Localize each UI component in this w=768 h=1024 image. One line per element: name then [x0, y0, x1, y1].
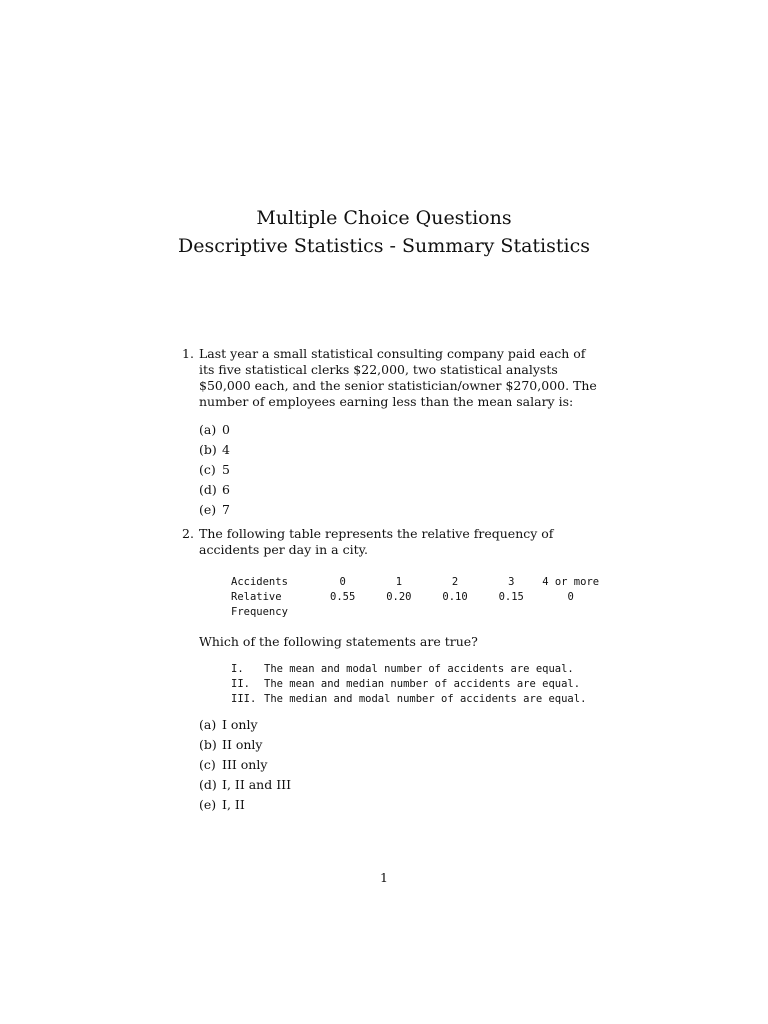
table-cell: 0.55 — [330, 591, 356, 603]
option-letter: (d) — [199, 482, 217, 497]
option-text: III only — [222, 757, 268, 772]
table-cell: 4 or more — [542, 576, 600, 588]
table-row — [231, 590, 602, 605]
frequency-table — [231, 575, 602, 620]
statement-number: II. — [231, 678, 250, 690]
answer-option — [199, 480, 602, 500]
table-cell: Accidents — [231, 576, 288, 588]
statement-list — [231, 662, 602, 707]
table-cell: 3 — [508, 576, 515, 588]
answer-option — [199, 420, 602, 440]
page-subtitle: Descriptive Statistics - Summary Statistics — [178, 235, 590, 257]
option-text: 7 — [222, 502, 230, 517]
statement — [231, 677, 602, 692]
answer-option — [199, 715, 602, 735]
question-prompt: Which of the following statements are true? — [199, 634, 478, 649]
option-text: 4 — [222, 442, 230, 457]
statement-text: The median and modal number of accidents are equal. — [264, 693, 587, 705]
option-text: I, II — [222, 797, 245, 812]
table-cell: 2 — [451, 576, 459, 588]
option-letter: (e) — [199, 502, 217, 517]
statement-text: The mean and modal number of accidents are equal. — [264, 663, 574, 675]
page-number: 1 — [380, 870, 388, 885]
option-text: 0 — [222, 422, 230, 437]
option-text: I only — [222, 717, 258, 732]
answer-option — [199, 460, 602, 480]
table-row — [231, 605, 602, 620]
option-letter: (e) — [199, 797, 217, 812]
answer-option — [199, 440, 602, 460]
question-text: The following table represents the relative frequency of accidents per day in a city. — [199, 526, 554, 557]
option-letter: (c) — [199, 757, 216, 772]
table-cell: 0.10 — [442, 591, 468, 603]
table-cell: Frequency — [231, 606, 288, 618]
statement-number: III. — [231, 693, 257, 705]
statement — [231, 662, 602, 677]
statement-number: I. — [231, 663, 244, 675]
option-text: I, II and III — [222, 777, 292, 792]
answer-options — [199, 420, 602, 520]
question-2 — [182, 526, 602, 815]
statement — [231, 692, 602, 707]
question-number: 1. — [182, 346, 194, 361]
table-cell: Relative — [231, 591, 282, 603]
option-text: II only — [222, 737, 263, 752]
table-cell: 0.15 — [498, 591, 524, 603]
option-text: 5 — [222, 462, 230, 477]
option-text: 6 — [222, 482, 230, 497]
table-row — [231, 575, 602, 590]
option-letter: (a) — [199, 717, 217, 732]
answer-option — [199, 500, 602, 520]
table-cell: 1 — [395, 576, 403, 588]
question-1 — [182, 346, 602, 520]
option-letter: (b) — [199, 737, 217, 752]
question-text: Last year a small statistical consulting company paid each of its five statistical clerks $22,000, two statistical analysts $50,000 each, and the senior statistician/owner $270,000. The number of employees earning less than the mean salary is: — [199, 346, 597, 409]
option-letter: (a) — [199, 422, 217, 437]
page-title: Multiple Choice Questions — [256, 207, 512, 229]
answer-option — [199, 795, 602, 815]
option-letter: (b) — [199, 442, 217, 457]
question-number: 2. — [182, 526, 194, 541]
answer-option — [199, 755, 602, 775]
table-cell: 0 — [567, 591, 574, 603]
answer-option — [199, 735, 602, 755]
option-letter: (c) — [199, 462, 216, 477]
table-cell: 0.20 — [386, 591, 412, 603]
table-cell: 0 — [339, 576, 346, 588]
option-letter: (d) — [199, 777, 217, 792]
answer-option — [199, 775, 602, 795]
title-block — [0, 204, 768, 260]
statement-text: The mean and median number of accidents are equal. — [264, 678, 581, 690]
answer-options — [199, 715, 602, 815]
